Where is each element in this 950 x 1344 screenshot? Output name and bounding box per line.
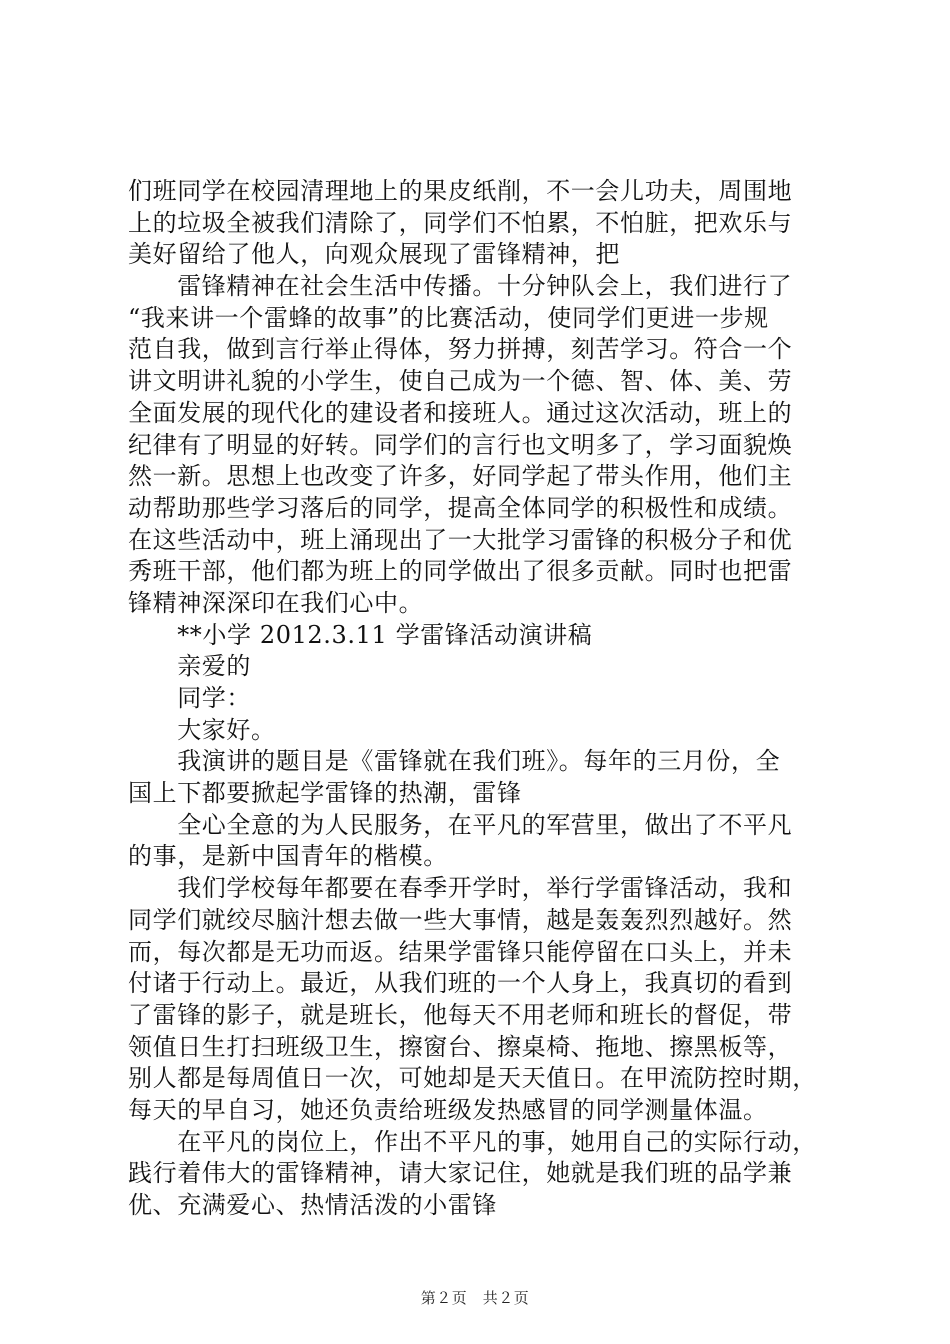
text-line: 别人都是每周值日一次，可她却是天天值日。在甲流防控时期， — [128, 1064, 817, 1093]
text-line: 同学： — [128, 684, 251, 712]
text-line: 而，每次都是无功而返。结果学雷锋只能停留在口头上，并未 — [128, 937, 793, 966]
text-line: “我来讲一个雷蜂的故事”的比赛活动，使同学们更进一步规 — [128, 303, 769, 332]
text-line: 亲爱的 — [128, 652, 251, 681]
text-line: 我们学校每年都要在春季开学时，举行学雷锋活动，我和 — [128, 874, 793, 903]
text-line: 范自我，做到言行举止得体，努力拼搏，刻苦学习。符合一个 — [128, 335, 793, 364]
text-line: 全心全意的为人民服务，在平凡的军营里，做出了不平凡 — [128, 810, 793, 839]
text-line: 们班同学在校园清理地上的果皮纸削，不一会儿功夫，周围地 — [128, 177, 793, 205]
text-line: 动帮助那些学习落后的同学，提高全体同学的积极性和成绩。 — [128, 493, 793, 522]
text-line: 秀班干部，他们都为班上的同学做出了很多贡献。同时也把雷 — [128, 557, 793, 586]
text-line: 美好留给了他人，向观众展现了雷锋精神，把 — [128, 240, 620, 269]
text-line: 讲文明讲礼貌的小学生，使自己成为一个德、智、体、美、劳 — [128, 367, 793, 396]
text-line: 了雷锋的影子，就是班长，他每天不用老师和班长的督促，带 — [128, 1000, 793, 1029]
text-line: 领值日生打扫班级卫生，擦窗台、擦桌椅、拖地、擦黑板等， — [128, 1032, 793, 1061]
page-number-footer: 第２页 共２页 — [420, 1289, 530, 1307]
text-line: 践行着伟大的雷锋精神，请大家记住，她就是我们班的品学兼 — [128, 1159, 793, 1188]
text-line: 优、充满爱心、热情活泼的小雷锋 — [128, 1191, 497, 1219]
text-line: 然一新。思想上也改变了许多，好同学起了带头作用，他们主 — [128, 462, 793, 491]
text-line: 同学们就绞尽脑汁想去做一些大事情，越是轰轰烈烈越好。然 — [128, 905, 793, 934]
text-line: 全面发展的现代化的建设者和接班人。通过这次活动，班上的 — [128, 398, 793, 427]
text-line: 付诸于行动上。最近，从我们班的一个人身上，我真切的看到 — [128, 969, 793, 998]
text-line: 每天的早自习，她还负责给班级发热感冒的同学测量体温。 — [128, 1095, 768, 1124]
text-line: 在平凡的岗位上，作出不平凡的事，她用自己的实际行动， — [128, 1127, 817, 1156]
text-line: 我演讲的题目是《雷锋就在我们班》。每年的三月份，全 — [128, 747, 781, 776]
document-body — [128, 176, 833, 1222]
text-line: 雷锋精神在社会生活中传播。十分钟队会上，我们进行了 — [128, 272, 793, 301]
text-line: 上的垃圾全被我们清除了，同学们不怕累，不怕脏，把欢乐与 — [128, 208, 793, 237]
speech-title: **小学 2012.3.11 学雷锋活动演讲稿 — [128, 620, 593, 649]
text-line: 锋精神深深印在我们心中。 — [128, 588, 424, 617]
text-line: 国上下都要掀起学雷锋的热潮，雷锋 — [128, 779, 522, 808]
text-line: 在这些活动中，班上涌现出了一大批学习雷锋的积极分子和优 — [128, 525, 793, 554]
text-line: 纪律有了明显的好转。同学们的言行也文明多了，学习面貌焕 — [128, 430, 793, 459]
text-line: 的事，是新中国青年的楷模。 — [128, 842, 448, 871]
text-line: 大家好。 — [128, 715, 276, 744]
